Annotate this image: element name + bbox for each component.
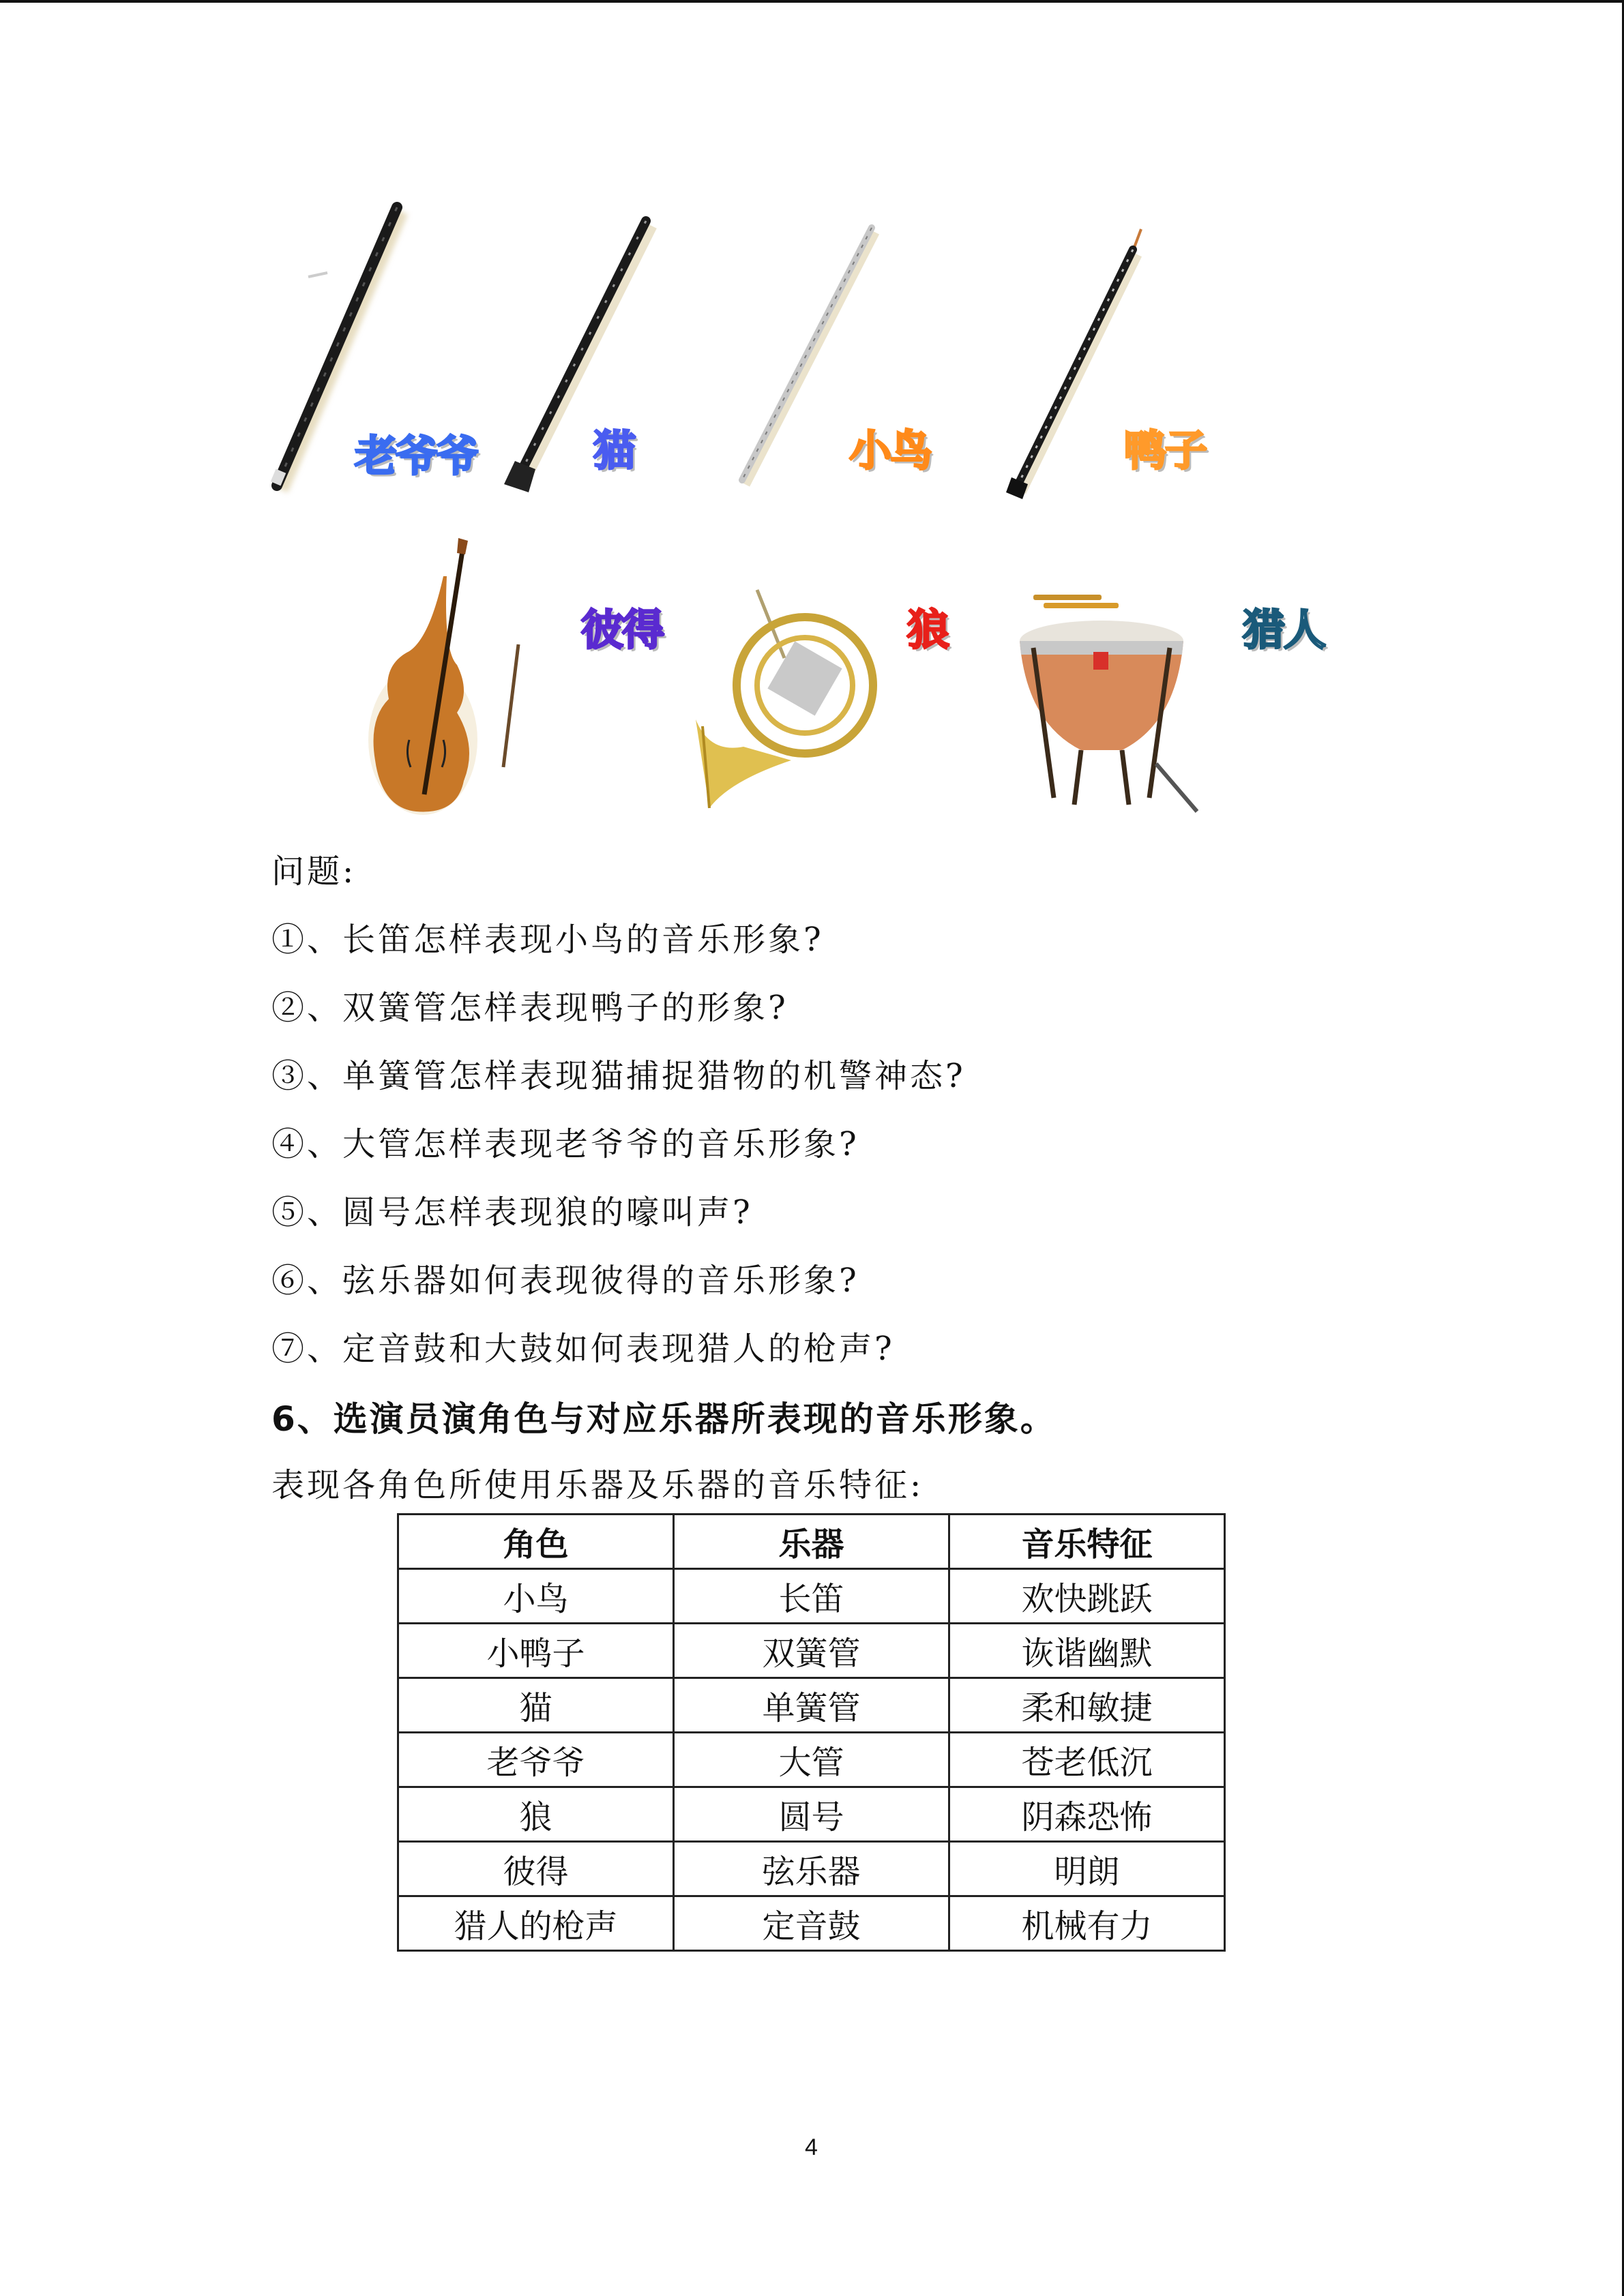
cell-characteristic: 苍老低沉 (949, 1733, 1225, 1787)
timpani-image (1006, 586, 1211, 818)
table-row (398, 1624, 1225, 1678)
header-instrument: 乐器 (674, 1515, 949, 1569)
label-hunter: 猎人 (1243, 605, 1325, 655)
table-row (398, 1733, 1225, 1787)
question-item: ⑥、弦乐器如何表现彼得的音乐形象? (271, 1262, 859, 1300)
cell-instrument: 单簧管 (674, 1678, 949, 1733)
cell-instrument: 长笛 (674, 1569, 949, 1624)
cell-characteristic: 柔和敏捷 (949, 1678, 1225, 1733)
question-item: ⑤、圆号怎样表现狼的嚎叫声? (271, 1193, 753, 1232)
label-cat: 猫 (593, 426, 635, 475)
question-item: ①、长笛怎样表现小鸟的音乐形象? (271, 921, 824, 959)
question-item: ⑦、定音鼓和大鼓如何表现猎人的枪声? (271, 1330, 895, 1368)
label-bird: 小鸟 (849, 426, 932, 475)
cell-characteristic: 诙谐幽默 (949, 1624, 1225, 1678)
roles-table (397, 1513, 1226, 1952)
double-bass-image (361, 535, 532, 822)
label-wolf: 狼 (907, 605, 949, 655)
section-intro: 表现各角色所使用乐器及乐器的音乐特征: (271, 1466, 924, 1504)
cell-instrument: 大管 (674, 1733, 949, 1787)
cell-characteristic: 机械有力 (949, 1896, 1225, 1951)
french-horn-image (689, 583, 894, 822)
cell-role: 老爷爷 (398, 1733, 674, 1787)
cell-role: 猎人的枪声 (398, 1896, 674, 1951)
cell-instrument: 定音鼓 (674, 1896, 949, 1951)
table-row (398, 1896, 1225, 1951)
cell-role: 猫 (398, 1678, 674, 1733)
cell-instrument: 圆号 (674, 1787, 949, 1842)
cell-role: 彼得 (398, 1842, 674, 1896)
questions-title: 问题: (271, 852, 357, 891)
question-item: ③、单簧管怎样表现猫捕捉猎物的机警神态? (271, 1057, 966, 1095)
label-duck: 鸭子 (1124, 426, 1207, 475)
cell-instrument: 双簧管 (674, 1624, 949, 1678)
page-number: 4 (805, 2134, 818, 2160)
cell-role: 狼 (398, 1787, 674, 1842)
cell-role: 小鸭子 (398, 1624, 674, 1678)
label-peter: 彼得 (581, 605, 664, 655)
question-item: ②、双簧管怎样表现鸭子的形象? (271, 989, 788, 1027)
cell-characteristic: 明朗 (949, 1842, 1225, 1896)
table-header-row (398, 1515, 1225, 1569)
label-grandpa: 老爷爷 (355, 431, 478, 481)
section-heading: 6、选演员演角色与对应乐器所表现的音乐形象。 (271, 1399, 1057, 1439)
instruments-figure (0, 0, 1624, 832)
header-characteristic: 音乐特征 (949, 1515, 1225, 1569)
table-row (398, 1842, 1225, 1896)
cell-characteristic: 欢快跳跃 (949, 1569, 1225, 1624)
table-row (398, 1787, 1225, 1842)
cell-characteristic: 阴森恐怖 (949, 1787, 1225, 1842)
question-item: ④、大管怎样表现老爷爷的音乐形象? (271, 1125, 859, 1163)
header-role: 角色 (398, 1515, 674, 1569)
cell-instrument: 弦乐器 (674, 1842, 949, 1896)
table-row (398, 1678, 1225, 1733)
table-row (398, 1569, 1225, 1624)
cell-role: 小鸟 (398, 1569, 674, 1624)
